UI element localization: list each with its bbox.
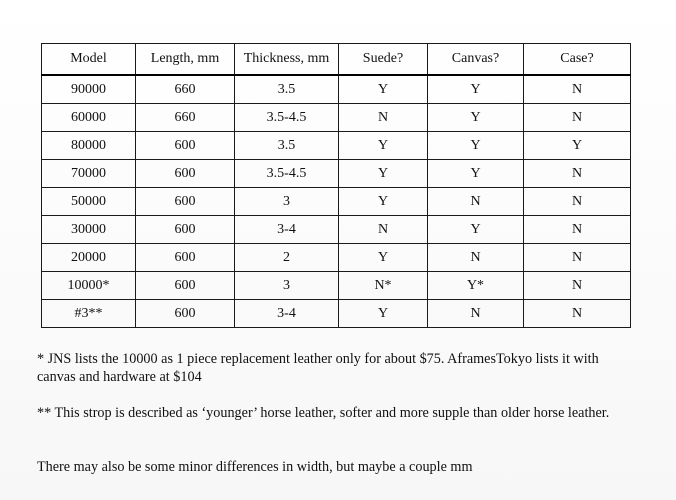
table-row bbox=[42, 104, 631, 132]
cell-canvas: Y bbox=[428, 104, 524, 132]
cell-canvas: Y bbox=[428, 216, 524, 244]
cell-length: 600 bbox=[136, 160, 235, 188]
cell-thickness: 3.5-4.5 bbox=[235, 160, 339, 188]
cell-model: 50000 bbox=[42, 188, 136, 216]
cell-length: 660 bbox=[136, 75, 235, 104]
table-row bbox=[42, 188, 631, 216]
header-model: Model bbox=[42, 44, 136, 76]
table-row bbox=[42, 216, 631, 244]
cell-length: 600 bbox=[136, 272, 235, 300]
cell-suede: Y bbox=[339, 132, 428, 160]
cell-case: N bbox=[524, 272, 631, 300]
cell-suede: Y bbox=[339, 244, 428, 272]
cell-case: Y bbox=[524, 132, 631, 160]
table-row bbox=[42, 272, 631, 300]
cell-canvas: N bbox=[428, 300, 524, 328]
cell-model: 80000 bbox=[42, 132, 136, 160]
cell-thickness: 3 bbox=[235, 188, 339, 216]
cell-case: N bbox=[524, 160, 631, 188]
cell-thickness: 3-4 bbox=[235, 216, 339, 244]
cell-length: 600 bbox=[136, 216, 235, 244]
cell-case: N bbox=[524, 244, 631, 272]
cell-thickness: 3-4 bbox=[235, 300, 339, 328]
table-row bbox=[42, 160, 631, 188]
cell-canvas: N bbox=[428, 188, 524, 216]
cell-case: N bbox=[524, 188, 631, 216]
cell-model: 90000 bbox=[42, 75, 136, 104]
cell-length: 600 bbox=[136, 244, 235, 272]
width-note: There may also be some minor differences in width, but maybe a couple mm bbox=[37, 459, 473, 475]
header-suede: Suede? bbox=[339, 44, 428, 76]
table-row bbox=[42, 75, 631, 104]
header-thickness: Thickness, mm bbox=[235, 44, 339, 76]
cell-case: N bbox=[524, 216, 631, 244]
cell-thickness: 3.5 bbox=[235, 75, 339, 104]
cell-thickness: 3.5 bbox=[235, 132, 339, 160]
header-case: Case? bbox=[524, 44, 631, 76]
footnote-double-asterisk: ** This strop is described as ‘younger’ horse leather, softer and more supple than older horse leather. bbox=[37, 405, 610, 421]
cell-model: 30000 bbox=[42, 216, 136, 244]
footnote-single-asterisk: * JNS lists the 10000 as 1 piece replacement leather only for about $75. AframesTokyo lists it with canvas and hardware at $104 bbox=[37, 351, 599, 385]
cell-length: 600 bbox=[136, 132, 235, 160]
cell-canvas: Y bbox=[428, 132, 524, 160]
table-row bbox=[42, 300, 631, 328]
cell-length: 660 bbox=[136, 104, 235, 132]
cell-model: 70000 bbox=[42, 160, 136, 188]
cell-length: 600 bbox=[136, 188, 235, 216]
cell-model: 20000 bbox=[42, 244, 136, 272]
cell-suede: Y bbox=[339, 300, 428, 328]
cell-suede: Y bbox=[339, 160, 428, 188]
cell-case: N bbox=[524, 104, 631, 132]
cell-length: 600 bbox=[136, 300, 235, 328]
cell-thickness: 2 bbox=[235, 244, 339, 272]
cell-model: 60000 bbox=[42, 104, 136, 132]
strop-comparison-table bbox=[41, 43, 631, 328]
cell-thickness: 3.5-4.5 bbox=[235, 104, 339, 132]
table-row bbox=[42, 132, 631, 160]
cell-canvas: N bbox=[428, 244, 524, 272]
cell-suede: Y bbox=[339, 188, 428, 216]
cell-thickness: 3 bbox=[235, 272, 339, 300]
table-header-row bbox=[42, 44, 631, 76]
cell-canvas: Y* bbox=[428, 272, 524, 300]
cell-model: 10000* bbox=[42, 272, 136, 300]
cell-model: #3** bbox=[42, 300, 136, 328]
cell-canvas: Y bbox=[428, 160, 524, 188]
cell-suede: N* bbox=[339, 272, 428, 300]
cell-case: N bbox=[524, 75, 631, 104]
cell-suede: N bbox=[339, 216, 428, 244]
cell-case: N bbox=[524, 300, 631, 328]
header-canvas: Canvas? bbox=[428, 44, 524, 76]
table-row bbox=[42, 244, 631, 272]
cell-suede: Y bbox=[339, 75, 428, 104]
header-length: Length, mm bbox=[136, 44, 235, 76]
cell-suede: N bbox=[339, 104, 428, 132]
cell-canvas: Y bbox=[428, 75, 524, 104]
